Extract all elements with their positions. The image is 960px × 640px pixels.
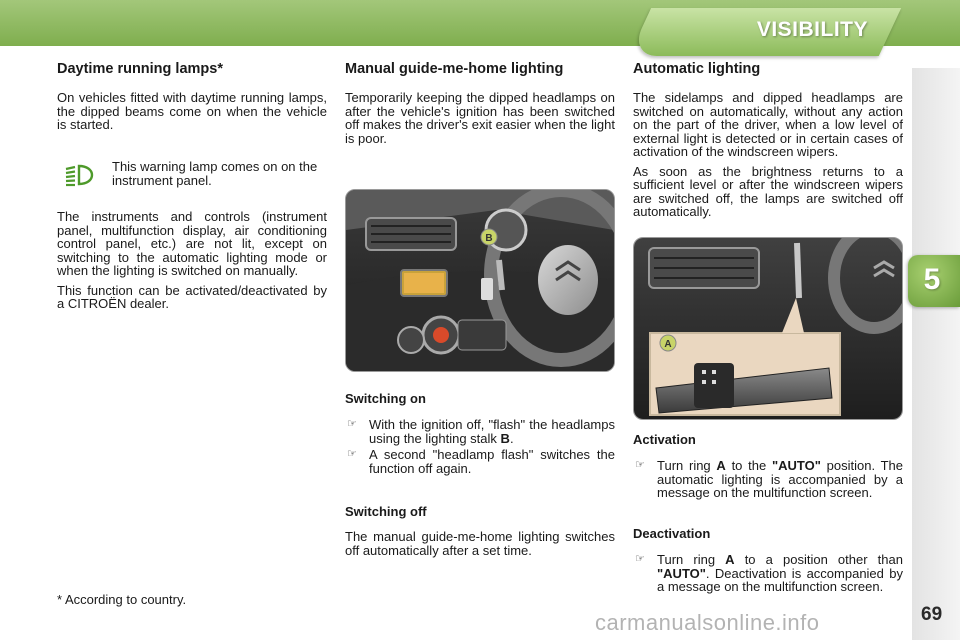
section-heading: Manual guide-me-home lighting bbox=[345, 61, 564, 77]
paragraph: On vehicles fitted with daytime running lamps, the dipped beams come on when the vehicle is started. bbox=[57, 90, 327, 132]
chapter-tab[interactable] bbox=[908, 255, 960, 307]
pointing-hand-icon: ☞ bbox=[635, 553, 645, 565]
section-heading: Automatic lighting bbox=[633, 61, 761, 77]
page-title: VISIBILITY bbox=[756, 18, 868, 41]
page-number: 69 bbox=[921, 604, 943, 625]
warning-text: This warning lamp comes on on the instrument panel. bbox=[112, 159, 318, 188]
daytime-lamps-section bbox=[57, 60, 327, 311]
bullet-text: Turn ring bbox=[657, 458, 711, 473]
sub-heading: Deactivation bbox=[633, 526, 711, 541]
bullet-text: Turn ring bbox=[657, 552, 716, 567]
ring-reference: A bbox=[716, 458, 726, 473]
auto-reference: "AUTO" bbox=[771, 458, 821, 473]
bullet-text: With the ignition off, "flash" the headlamps using the lighting stalk bbox=[369, 417, 615, 446]
daytime-running-lamp-icon bbox=[63, 163, 95, 187]
automatic-lighting-section bbox=[633, 60, 903, 225]
paragraph: The instruments and controls (instrument panel, multifunction display, air conditioning control panel, etc.) are not lit, except on switching to the automatic lighting mode or when the lighting is switched on manually. bbox=[57, 209, 327, 278]
bullet-item bbox=[345, 448, 615, 475]
bullet-end: . bbox=[509, 430, 514, 446]
bullet-item bbox=[633, 459, 903, 500]
ring-reference: A bbox=[725, 552, 735, 567]
bullet-item bbox=[345, 418, 615, 445]
footnote: * According to country. bbox=[57, 592, 187, 607]
sub-heading: Switching on bbox=[345, 391, 426, 406]
pointing-hand-icon: ☞ bbox=[635, 459, 645, 471]
auto-reference: "AUTO" bbox=[657, 565, 706, 581]
switching-on-section bbox=[345, 391, 615, 478]
section-heading: Daytime running lamps* bbox=[57, 61, 223, 77]
paragraph: As soon as the brightness returns to a sufficient level or after the windscreen wipers are switched off, the lamps are switched off automatically. bbox=[633, 163, 903, 219]
lighting-stalk-photo bbox=[633, 237, 903, 420]
bullet-item bbox=[633, 553, 903, 594]
dashboard-illustration bbox=[346, 190, 614, 371]
stalk-illustration bbox=[634, 238, 902, 419]
photo-label-b: B bbox=[485, 233, 493, 244]
pointing-hand-icon: ☞ bbox=[347, 418, 357, 430]
bullet-text: A second "headlamp flash" switches the function off again. bbox=[369, 447, 615, 476]
bullet-text: to the bbox=[731, 458, 767, 473]
paragraph: The manual guide-me-home lighting switches off automatically after a set time. bbox=[345, 529, 615, 558]
switching-off-section bbox=[345, 504, 615, 563]
paragraph: The sidelamps and dipped headlamps are switched on automatically, without any action on the part of the driver, when a low level of external light is detected or in certain cases of activation of the windscreen wipers. bbox=[633, 90, 903, 159]
side-strip bbox=[912, 68, 960, 640]
guide-me-home-section bbox=[345, 60, 615, 151]
activation-section bbox=[633, 432, 903, 503]
photo-label-a: A bbox=[664, 339, 672, 350]
chapter-number: 5 bbox=[923, 263, 941, 296]
sub-heading: Activation bbox=[633, 432, 696, 447]
pointing-hand-icon: ☞ bbox=[347, 448, 357, 460]
watermark: carmanualsonline.info bbox=[595, 610, 820, 635]
bullet-text: to a position other than bbox=[744, 552, 903, 567]
bullet-text: . Deactivation is accompanied by a message on the multifunction screen. bbox=[657, 565, 903, 594]
dashboard-photo bbox=[345, 189, 615, 372]
paragraph: Temporarily keeping the dipped headlamps on after the vehicle's ignition has been switched off makes the driver's exit easier when the light is poor. bbox=[345, 90, 615, 146]
stalk-reference: B bbox=[500, 430, 510, 446]
paragraph: This function can be activated/deactivated by a CITROËN dealer. bbox=[57, 282, 327, 311]
sub-heading: Switching off bbox=[345, 504, 427, 519]
bullet-text: position. The automatic lighting is accompanied by a message on the multifunction screen. bbox=[657, 458, 903, 500]
deactivation-section bbox=[633, 526, 903, 597]
